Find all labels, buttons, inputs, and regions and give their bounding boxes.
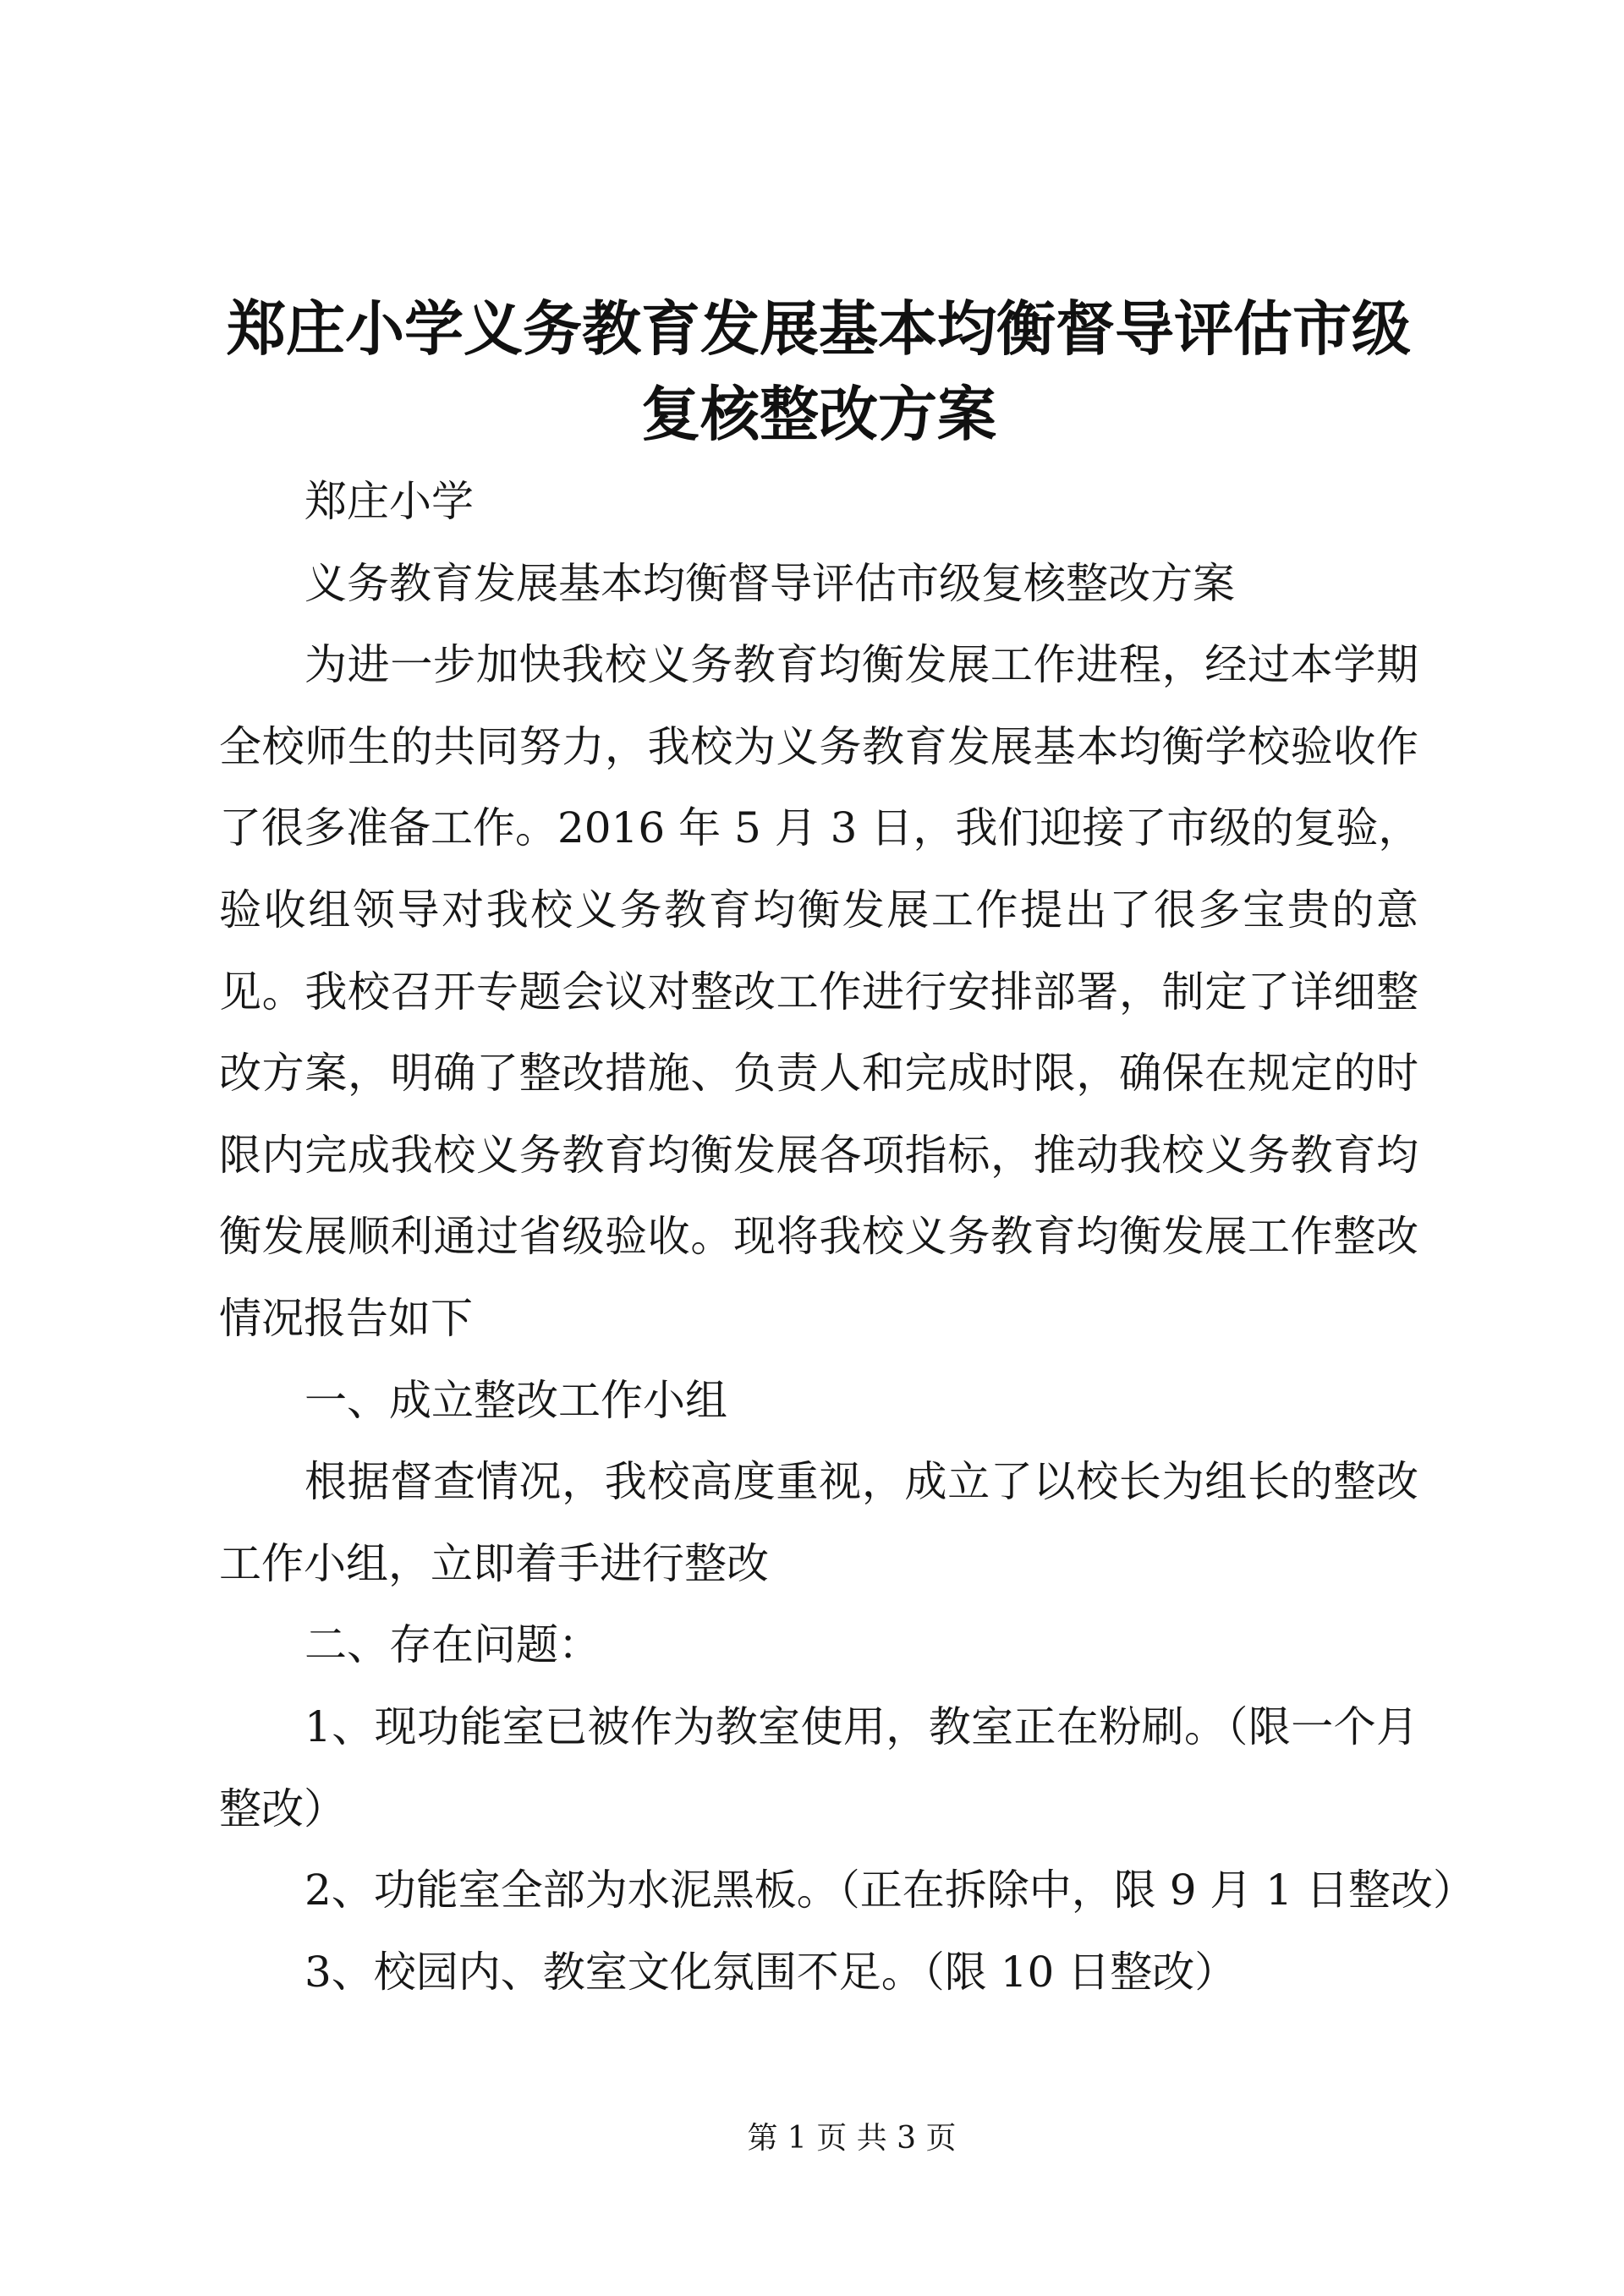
document-body [219, 461, 1476, 2013]
paragraph-line: 义务教育发展基本均衡督导评估市级复核整改方案 [304, 558, 1235, 608]
paragraph-line: 衡发展顺利通过省级验收。现将我校义务教育均衡发展工作整改 [219, 1212, 1418, 1262]
paragraph-line: 了很多准备工作。2016 年 5 月 3 日，我们迎接了市级的复验， [219, 803, 1421, 853]
paragraph-line: 整改） [219, 1784, 346, 1833]
list-item [219, 1686, 1418, 1849]
paragraph-line: 一、成立整改工作小组 [304, 1375, 727, 1425]
paragraph-line: 1、现功能室已被作为教室使用，教室正在粉刷。（限一个月 [304, 1701, 1418, 1751]
paragraph-line: 郑庄小学 [304, 477, 474, 526]
paragraph-line: 情况报告如下 [219, 1293, 473, 1343]
paragraph-line: 为进一步加快我校义务教育均衡发展工作进程，经过本学期 [304, 640, 1418, 690]
paragraph-line: 全校师生的共同努力，我校为义务教育发展基本均衡学校验收作 [219, 721, 1418, 771]
paragraph-line: 2、功能室全部为水泥黑板。（正在拆除中，限 9 月 1 日整改） [304, 1866, 1476, 1915]
paragraph-line: 3、校园内、教室文化氛围不足。（限 10 日整改） [304, 1947, 1237, 1997]
paragraph-line: 验收组领导对我校义务教育均衡发展工作提出了很多宝贵的意 [219, 885, 1418, 934]
paragraph-line: 见。我校召开专题会议对整改工作进行安排部署，制定了详细整 [219, 967, 1418, 1016]
list-item [219, 1932, 1418, 2014]
section-heading [219, 1604, 1418, 1686]
section-heading [219, 1360, 1418, 1442]
paragraph-author [219, 461, 1418, 543]
paragraph-introduction [219, 624, 1421, 1359]
paragraph-line: 工作小组，立即着手进行整改 [219, 1538, 769, 1588]
paragraph-subtitle [219, 543, 1418, 625]
page-footer: 第 1 页 共 3 页 [747, 2121, 957, 2156]
paragraph-line: 改方案，明确了整改措施、负责人和完成时限，确保在规定的时 [219, 1049, 1418, 1099]
paragraph-working-group [219, 1441, 1418, 1604]
list-item [219, 1849, 1476, 1932]
document-title [219, 286, 1418, 457]
paragraph-line: 二、存在问题： [304, 1620, 601, 1670]
paragraph-line: 限内完成我校义务教育均衡发展各项指标，推动我校义务教育均 [219, 1130, 1418, 1180]
paragraph-line: 根据督查情况，我校高度重视，成立了以校长为组长的整改 [304, 1457, 1418, 1507]
document-title-line: 郑庄小学义务教育发展基本均衡督导评估市级 [227, 293, 1411, 364]
document-title-line: 复核整改方案 [641, 379, 996, 449]
